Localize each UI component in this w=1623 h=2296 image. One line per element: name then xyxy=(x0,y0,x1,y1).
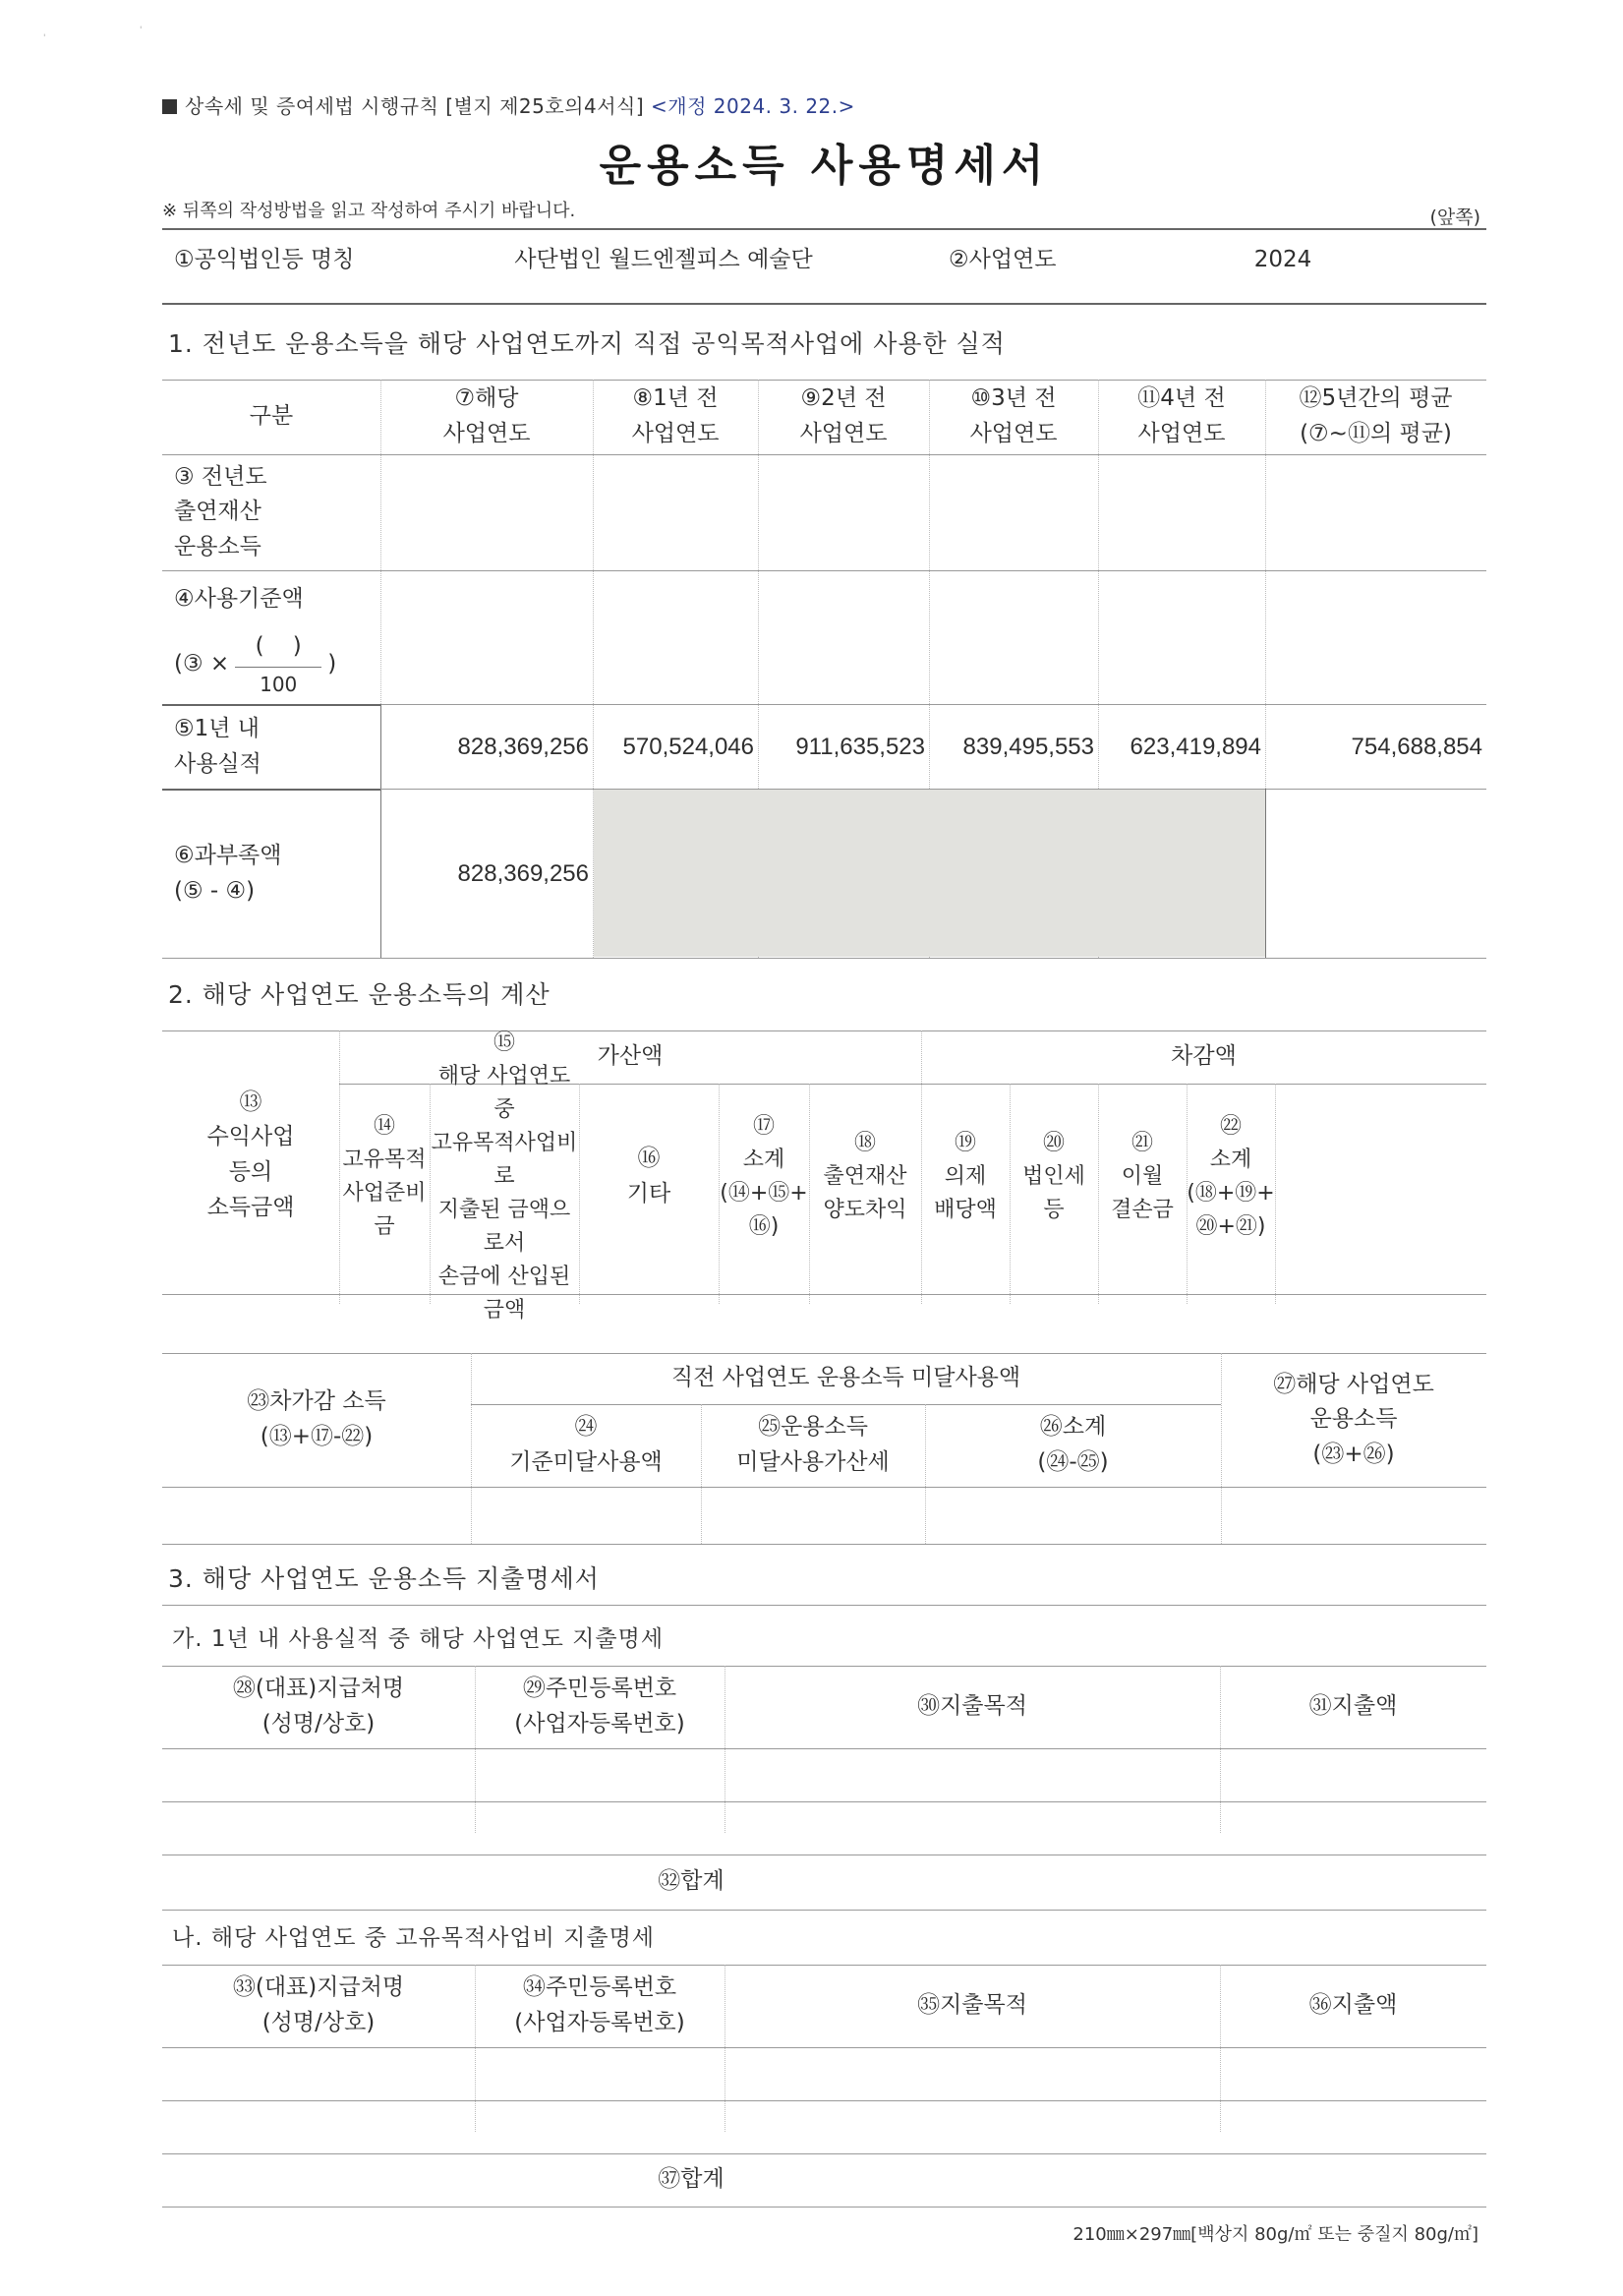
corp-name-label: ①공익법인등 명칭 xyxy=(174,247,355,273)
col-header-add-subtotal: ⑰ 소계 (⑭+⑮+ ⑯) xyxy=(720,1113,808,1240)
col-line xyxy=(1275,1084,1276,1304)
col-header-current-year: ⑦해당 사업연도 xyxy=(442,385,531,446)
unused-amount-group-header: 직전 사업연도 운용소득 미달사용액 xyxy=(670,1365,1021,1391)
col-header-registration-number: ㉙주민등록번호 (사업자등록번호) xyxy=(514,1676,685,1737)
col-header-standard-shortfall: ㉔ 기준미달사용액 xyxy=(509,1414,663,1475)
col-header-carried-loss: ㉑ 이월 결손금 xyxy=(1111,1130,1174,1223)
surplus-5-year-average[interactable] xyxy=(1265,791,1486,958)
section-2-title: 2. 해당 사업연도 운용소득의 계산 xyxy=(168,980,551,1009)
subsection-b-total-value[interactable] xyxy=(1220,2153,1486,2207)
col-header-unused-subtotal: ㉖소계 (㉔-㉕) xyxy=(1037,1414,1109,1475)
subsection-a-total-value[interactable] xyxy=(1220,1854,1486,1910)
section-1-title: 1. 전년도 운용소득을 해당 사업연도까지 직접 공익목적사업에 사용한 실적 xyxy=(168,329,1006,358)
add-amount-group-header: 가산액 xyxy=(597,1043,664,1070)
table-line xyxy=(162,1605,1486,1606)
table-line xyxy=(162,2207,1486,2208)
scan-mark: ' xyxy=(43,33,46,43)
col-header-registration-number: ㉞주민등록번호 (사업자등록번호) xyxy=(514,1974,685,2035)
instruction-notice: ※ 뒤쪽의 작성방법을 읽고 작성하여 주시기 바랍니다. xyxy=(162,201,576,221)
usage-5-year-average[interactable]: 754,688,854 xyxy=(1351,734,1482,761)
col-header-5-year-average: ⑫5년간의 평균 (⑦~⑪의 평균) xyxy=(1299,385,1453,446)
business-year-value[interactable]: 2024 xyxy=(1253,247,1312,273)
table-line xyxy=(162,958,1486,959)
col-header-expense-purpose: ㉟지출목적 xyxy=(917,1992,1027,2019)
usage-2-years-ago[interactable]: 911,635,523 xyxy=(795,734,925,761)
col-header-adjusted-income: ㉓차가감 소득 (⑬+⑰-㉒) xyxy=(247,1388,386,1449)
subsection-a-total-label: ㉜합계 xyxy=(658,1868,725,1895)
col-header-expense-amount: ㉛지출액 xyxy=(1308,1693,1398,1720)
col-header-category: 구분 xyxy=(249,403,294,430)
table-line xyxy=(162,2047,1486,2048)
usage-3-years-ago[interactable]: 839,495,553 xyxy=(962,734,1094,761)
col-header-current-year-income: ㉗해당 사업연도 운용소득 (㉓+㉖) xyxy=(1273,1371,1434,1467)
col-header-shortfall-penalty: ㉕운용소득 미달사용가산세 xyxy=(736,1414,890,1475)
row-label-1-year-usage: ⑤1년 내 사용실적 xyxy=(174,716,261,777)
usage-4-years-ago[interactable]: 623,419,894 xyxy=(1130,734,1261,761)
table-line xyxy=(162,1294,1486,1295)
col-header-other: ⑯ 기타 xyxy=(626,1146,671,1207)
col-header-payee-name: ㉝(대표)지급처명 (성명/상호) xyxy=(232,1974,405,2035)
row-label-usage-standard: ④사용기준액 xyxy=(174,586,304,613)
divider xyxy=(162,228,1486,230)
fraction-bar xyxy=(235,667,321,668)
usage-current-year[interactable]: 828,369,256 xyxy=(457,734,589,761)
table-line xyxy=(162,1801,1486,1802)
row-label-surplus-deficit: ⑥과부족액 (⑤ - ④) xyxy=(174,843,282,904)
col-header-reserve: ⑭ 고유목적 사업준비금 xyxy=(342,1113,427,1240)
surplus-current-year[interactable]: 828,369,256 xyxy=(457,860,589,888)
col-header-3-years-ago: ⑩3년 전 사업연도 xyxy=(969,385,1058,446)
subsection-a-title: 가. 1년 내 사용실적 중 해당 사업연도 지출명세 xyxy=(172,1626,665,1652)
row-label-prior-year-income: ③ 전년도 출연재산 운용소득 xyxy=(174,463,267,559)
col-header-expense-purpose: ㉚지출목적 xyxy=(917,1693,1027,1720)
col-header-payee-name: ㉘(대표)지급처명 (성명/상호) xyxy=(232,1676,405,1737)
business-year-label: ②사업연도 xyxy=(949,247,1057,273)
section-3-title: 3. 해당 사업연도 운용소득 지출명세서 xyxy=(168,1564,600,1593)
paper-spec: 210㎜×297㎜[백상지 80g/㎡ 또는 중질지 80g/㎡] xyxy=(1072,2224,1478,2245)
col-header-transfer-gain: ⑱ 출연재산 양도차익 xyxy=(823,1130,907,1223)
subsection-b-title: 나. 해당 사업연도 중 고유목적사업비 지출명세 xyxy=(172,1925,656,1951)
table-line xyxy=(162,1487,1486,1488)
scan-mark: ' xyxy=(140,26,143,35)
law-reference: 상속세 및 증여세법 시행규칙 [별지 제25호의4서식] <개정 2024. 3. 22.> xyxy=(162,90,855,119)
col-header-corporate-tax: ⑳ 법인세 등 xyxy=(1022,1130,1085,1223)
subsection-b-total-label: ㊲합계 xyxy=(658,2166,725,2193)
square-bullet-icon xyxy=(162,99,177,114)
fraction: $\frac{( )}{100}$ xyxy=(235,629,321,700)
usage-1-year-ago[interactable]: 570,524,046 xyxy=(622,734,754,761)
col-header-deductible-expense: ⑮ 해당 사업연도 중 고유목적사업비로 지출된 금액으로서 손금에 산입된 금액 xyxy=(431,1030,578,1324)
shaded-disabled-area xyxy=(594,790,1265,957)
col-header-deduct-subtotal: ㉒ 소계 (⑱+⑲+ ⑳+㉑) xyxy=(1187,1113,1275,1240)
col-header-4-years-ago: ⑪4년 전 사업연도 xyxy=(1137,385,1226,446)
table-line xyxy=(162,1910,1486,1911)
table-line xyxy=(162,2100,1486,2101)
revision-date: <개정 2024. 3. 22.> xyxy=(651,94,855,118)
col-header-income-amount: ⑬ 수익사업 등의 소득금액 xyxy=(206,1089,295,1220)
corp-name-value[interactable]: 사단법인 월드엔젤피스 예술단 xyxy=(514,247,813,273)
col-header-1-year-ago: ⑧1년 전 사업연도 xyxy=(631,385,720,446)
table-line xyxy=(162,570,1486,571)
divider xyxy=(162,303,1486,305)
col-header-expense-amount: ㊱지출액 xyxy=(1308,1992,1398,2019)
page-title: 운용소득 사용명세서 xyxy=(599,141,1050,191)
col-header-2-years-ago: ⑨2년 전 사업연도 xyxy=(799,385,888,446)
col-header-deemed-dividend: ⑲ 의제 배당액 xyxy=(934,1130,997,1223)
table-line xyxy=(162,1748,1486,1749)
usage-standard-formula: (③ × $\frac{( )}{100}$ ) xyxy=(174,629,380,700)
page-side-label: (앞쪽) xyxy=(1429,206,1480,228)
deduct-amount-group-header: 차감액 xyxy=(1171,1043,1237,1070)
table-line xyxy=(162,1544,1486,1545)
